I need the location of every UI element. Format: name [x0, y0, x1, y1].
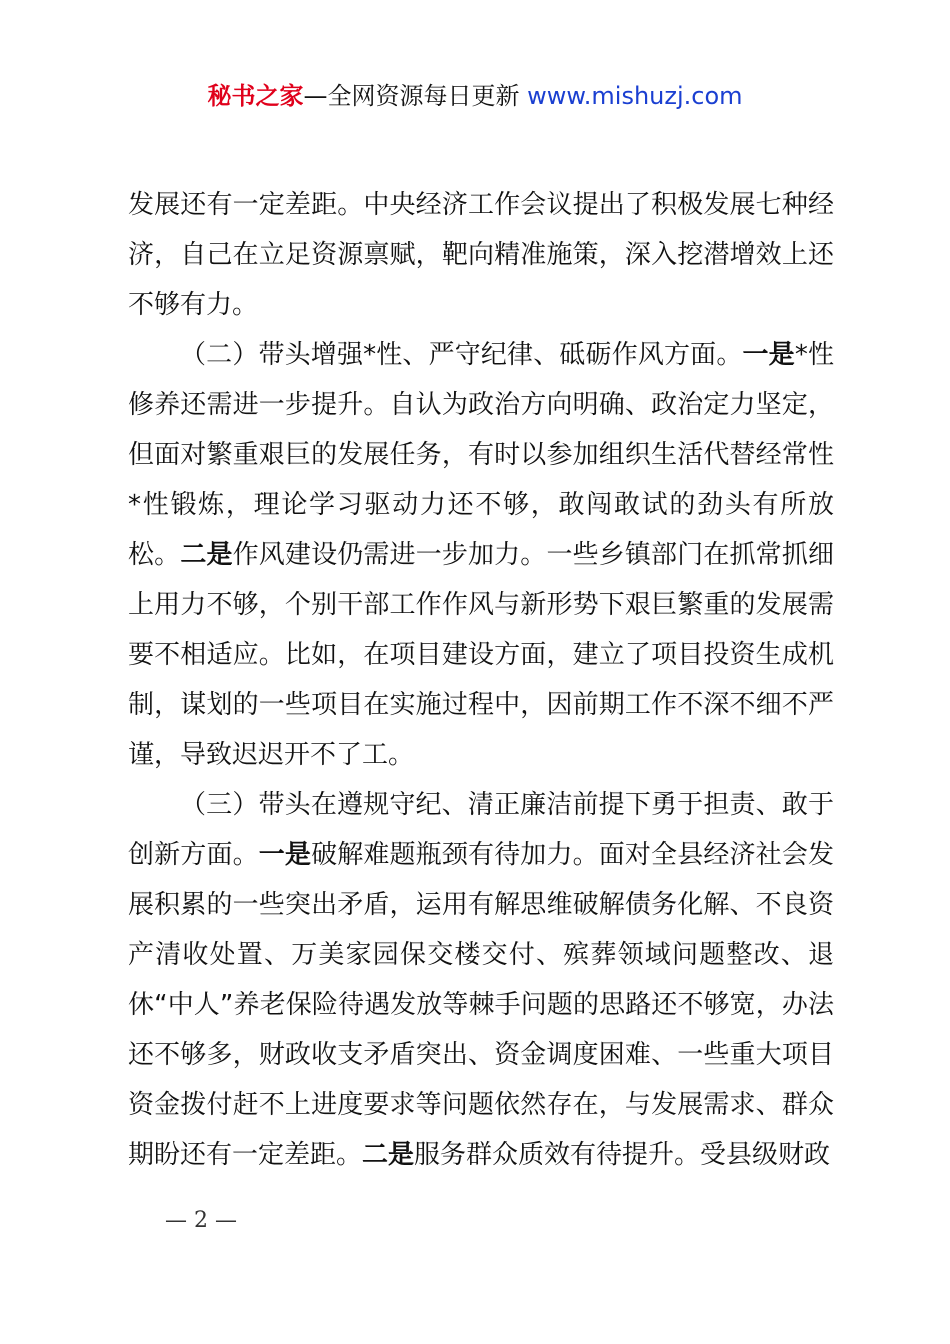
paragraph-text: 发展还有一定差距。中央经济工作会议提出了积极发展七种经济，自己在立足资源禀赋，靶向精准施策，深入挖潜增效上还不够有力。 — [128, 190, 834, 320]
header-separator: — — [303, 82, 328, 110]
paragraph-text: （二）带头增强*性、严守纪律、砥砺作风方面。 — [180, 340, 743, 370]
paragraph-text: 破解难题瓶颈有待加力。面对全县经济社会发展积累的一些突出矛盾，运用有解思维破解债务化解、不良资产清收处置、万美家园保交楼交付、殡葬领域问题整改、退休“中人”养老保险待遇发放等棘手问题的思路还不够宽，办法还不够多，财政收支矛盾突出、资金调度困难、一些重大项目资金拨付赶不上进度要求等问题依然存在，与发展需求、群众期盼还有一定差距。 — [128, 840, 834, 1170]
document-body — [128, 180, 834, 1180]
paragraph-section-2 — [128, 330, 834, 780]
site-header — [0, 80, 950, 112]
page-number: — 2 — — [165, 1208, 237, 1233]
bold-marker-second: 二是 — [180, 540, 233, 570]
brand-name: 秘书之家 — [207, 82, 304, 110]
paragraph-text: *性修养还需进一步提升。自认为政治方向明确、政治定力坚定，但面对繁重艰巨的发展任务，有时以参加组织生活代替经常性*性锻炼，理论学习驱动力还不够，敢闯敢试的劲头有所放松。 — [128, 340, 834, 570]
bold-marker-first: 一是 — [742, 340, 795, 370]
paragraph-text: 服务群众质效有待提升。受县级财政 — [414, 1140, 831, 1170]
paragraph-text: （三）带头在遵规守纪、清正廉洁前提下勇于担责、敢于创新方面。 — [128, 790, 834, 870]
header-url-link[interactable]: www.mishuzj.com — [527, 82, 743, 110]
paragraph-text: 作风建设仍需进一步加力。一些乡镇部门在抓常抓细上用力不够，个别干部工作作风与新形势下艰巨繁重的发展需要不相适应。比如，在项目建设方面，建立了项目投资生成机制，谋划的一些项目在实施过程中，因前期工作不深不细不严谨，导致迟迟开不了工。 — [128, 540, 834, 770]
paragraph-section-3 — [128, 780, 834, 1180]
bold-marker-second: 二是 — [362, 1140, 415, 1170]
header-tagline: 全网资源每日更新 — [327, 82, 520, 110]
paragraph-continuation — [128, 180, 834, 330]
bold-marker-first: 一是 — [258, 840, 312, 870]
